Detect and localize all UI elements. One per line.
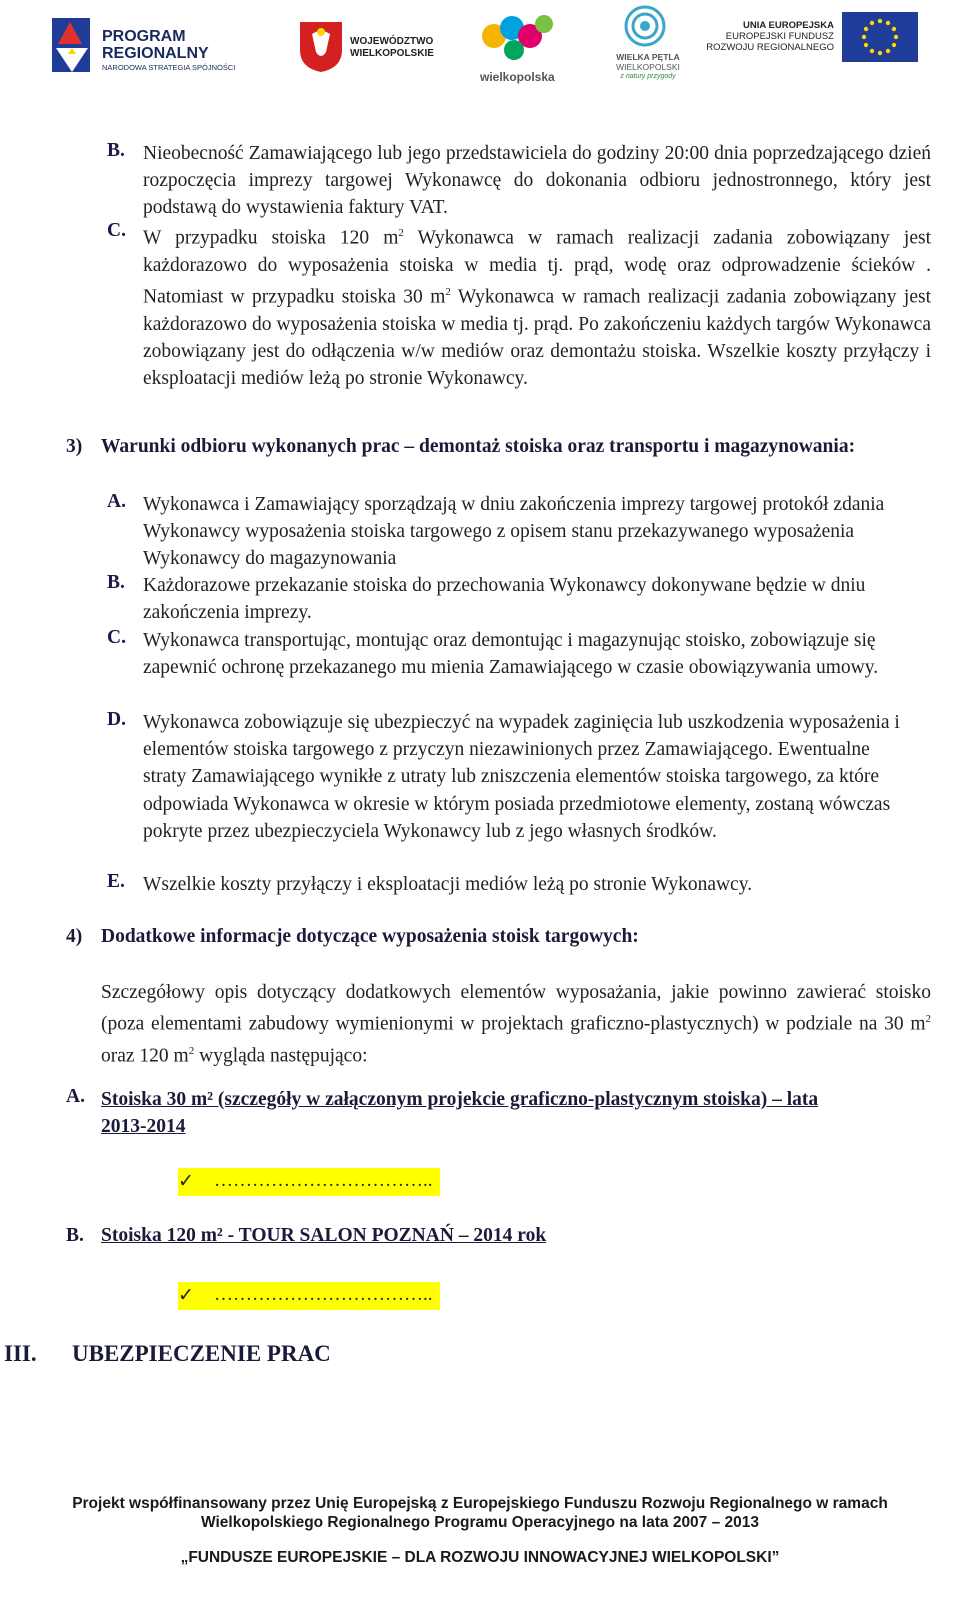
s3-item-c-label: C.	[107, 627, 126, 648]
stoiska-a-title-line2: 2013-2014	[101, 1116, 186, 1137]
s3-item-b-label: B.	[107, 572, 125, 593]
ue-line3: ROZWOJU REGIONALNEGO	[706, 42, 834, 53]
item-c-text-part1: W przypadku stoiska 120 m	[143, 227, 399, 249]
wojewodztwo-line1: WOJEWÓDZTWO	[350, 36, 434, 47]
s3-item-e-text: Wszelkie koszty przyłączy i eksploatacji mediów leżą po stronie Wykonawcy.	[143, 874, 753, 895]
section-iii-number: III.	[4, 1341, 37, 1366]
s3-item-c-text: Wykonawca transportując, montując oraz demontując i magazynując stoisko, zobowiązuje się zapewnić ochronę przekazanego mu mienia Zamawiającego w czasie obowiązywania umowy.	[143, 630, 879, 679]
eu-flag-icon	[842, 12, 918, 62]
wielka-petla-line3: z natury przygody	[620, 73, 676, 80]
section-4-intro-part3: wygląda następująco:	[194, 1045, 368, 1067]
section-4-intro	[101, 979, 931, 1070]
footer	[0, 1494, 960, 1532]
program-regionalny-line1: PROGRAM	[102, 28, 186, 45]
s3-item-a-label: A.	[107, 491, 126, 512]
stoiska-a-title-line1: Stoiska 30 m² (szczegóły w załączonym projekcie graficzno-plastycznym stoiska) – lata	[101, 1089, 819, 1110]
wielkopolska-colorful-icon	[478, 6, 558, 68]
s3-item-d-text: Wykonawca zobowiązuje się ubezpieczyć na wypadek zaginięcia lub uszkodzenia wyposażenia i elementów stoiska targowego z przyczyn niezawinionych przez Zamawiającego. Ewentualne straty Zamawiającego wynikłe z utraty lub zniszczenia elementów stoiska targowego, za które odpowiada Wykonawca w okresie w którym posiada przedmiotowe elementy, zostaną wówczas pokryte przez ubezpieczyciela Wykonawcy lub z jego własnych środków.	[143, 712, 900, 842]
wojewodztwo-line2: WIELKOPOLSKIE	[350, 48, 434, 59]
item-c-text-part3: Wykonawca w ramach realizacji zadania zobowiązany jest każdorazowo do wyposażenia stoiska w media tj. prąd. Po zakończeniu każdych targów Wykonawca zobowiązany jest do odłączenia w/w mediów oraz demontażu stoiska. Wszelkie koszty przyłączy i eksploatacji mediów leżą po stronie Wykonawcy.	[143, 286, 931, 390]
stoiska-a-placeholder	[178, 1168, 440, 1196]
wielka-petla-line1: WIELKA PĘTLA	[616, 52, 680, 62]
section-3-number: 3)	[66, 436, 83, 457]
wielkopolska-label: wielkopolska	[480, 70, 555, 84]
stoiska-b-title: Stoiska 120 m² - TOUR SALON POZNAŃ – 2014 rok	[101, 1225, 547, 1246]
program-regionalny-logo	[48, 14, 248, 80]
section-4-intro-part2: oraz 120 m	[101, 1045, 189, 1067]
s3-item-b-text: Każdorazowe przekazanie stoiska do przechowania Wykonawcy dokonywane będzie w dniu zakończenia imprezy.	[143, 575, 866, 624]
wojewodztwo-logo	[298, 20, 438, 76]
section-3-title: Warunki odbioru wykonanych prac – demontaż stoiska oraz transportu i magazynowania:	[101, 436, 856, 457]
ue-line1: UNIA EUROPEJSKA	[743, 20, 834, 31]
stoiska-a-title	[101, 1086, 818, 1140]
s3-item-e-label: E.	[107, 871, 125, 892]
section-4-title: Dodatkowe informacje dotyczące wyposażenia stoisk targowych:	[101, 926, 639, 947]
superscript-2: 2	[445, 285, 451, 298]
section-4-intro-part1: Szczegółowy opis dotyczący dodatkowych elementów wyposażania, jakie powinno zawierać stoisko (poza elementami zabudowy wymienionymi w projektach graficzno-plastycznych) w podziale na 30 m	[101, 982, 931, 1035]
eagle-shield-icon	[298, 20, 344, 74]
section-4-number: 4)	[66, 926, 83, 947]
s3-item-a-text: Wykonawca i Zamawiający sporządzają w dniu zakończenia imprezy targowej protokół zdania Wykonawcy wyposażenia stoiska targowego z opisem stanu przekazywanego wyposażenia Wykonawcy do magazynowania	[143, 494, 885, 570]
superscript-2: 2	[925, 1013, 931, 1026]
wielka-petla-logo	[608, 4, 688, 84]
footer-line1: Projekt współfinansowany przez Unię Europejską z Europejskiego Funduszu Rozwoju Regionalnego w ramach	[72, 1495, 888, 1512]
logo-bar	[0, 0, 960, 95]
section-iii-title: UBEZPIECZENIE PRAC	[72, 1341, 331, 1366]
item-b-label: B.	[107, 140, 125, 161]
placeholder-dots: ……………………………..	[214, 1284, 433, 1305]
superscript-2: 2	[188, 1044, 195, 1057]
wielka-petla-line2: WIELKOPOLSKI	[616, 62, 680, 72]
stoiska-b-placeholder	[178, 1282, 440, 1310]
program-regionalny-line2: REGIONALNY	[102, 45, 209, 62]
placeholder-dots: ……………………………..	[214, 1170, 433, 1191]
s3-item-d-label: D.	[107, 709, 126, 730]
footer-slogan: „FUNDUSZE EUROPEJSKIE – DLA ROZWOJU INNOWACYJNEJ WIELKOPOLSKI”	[180, 1549, 780, 1566]
item-c-label: C.	[107, 220, 126, 241]
ue-logo	[706, 12, 920, 68]
item-c-text-part2: Wykonawca w ramach realizacji zadania zobowiązany jest każdorazowo do wyposażenia stoiska w media tj. prąd, wodę oraz odprowadzenie ścieków . Natomiast w przypadku stoiska 30 m	[143, 227, 931, 308]
stoiska-a-label: A.	[66, 1086, 85, 1107]
wielka-petla-spiral-icon	[620, 4, 670, 50]
superscript-2: 2	[398, 227, 404, 239]
ue-line2: EUROPEJSKI FUNDUSZ	[725, 31, 834, 42]
wielkopolska-logo	[474, 6, 564, 86]
program-regionalny-line3: NARODOWA STRATEGIA SPÓJNOŚCI	[102, 63, 236, 72]
checkmark-icon: ✓	[178, 1285, 194, 1306]
checkmark-icon: ✓	[178, 1171, 194, 1192]
program-regionalny-emblem-icon	[48, 14, 94, 76]
item-b-text: Nieobecność Zamawiającego lub jego przedstawiciela do godziny 20:00 dnia poprzedzającego dzień rozpoczęcia imprezy targowej Wykonawcę do dokonania odbioru jednostronnego, który jest podstawą do wystawienia faktury VAT.	[143, 143, 931, 219]
item-c-text	[143, 220, 931, 392]
stoiska-b-label: B.	[66, 1225, 84, 1246]
footer-line2: Wielkopolskiego Regionalnego Programu Operacyjnego na lata 2007 – 2013	[200, 1514, 760, 1531]
